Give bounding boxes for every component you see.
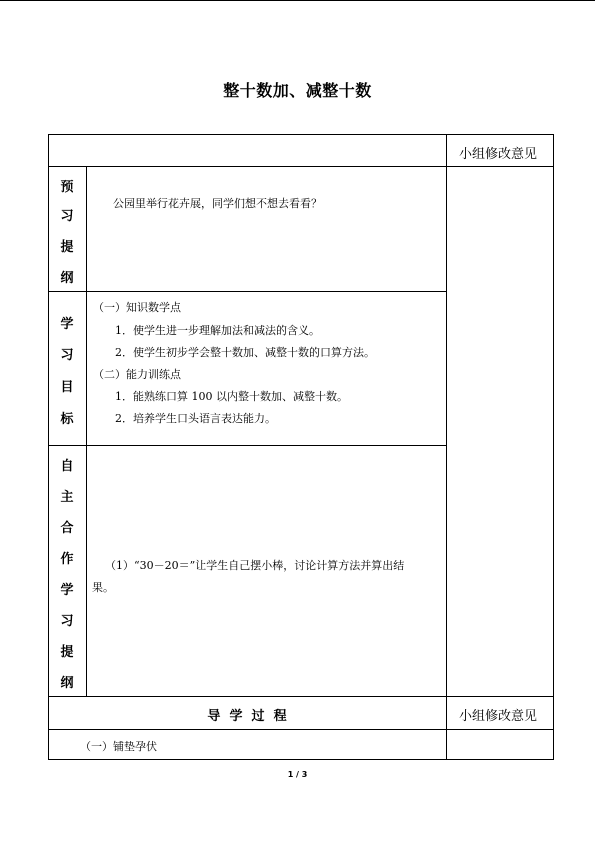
- row-divider: [48, 291, 446, 292]
- row-divider: [48, 729, 554, 730]
- review-column-header: 小组修改意见: [459, 709, 538, 724]
- label-char: 纲: [60, 676, 74, 691]
- objective-line: 1．能熟练口算 100 以内整十数加、减整十数。: [115, 390, 348, 403]
- objective-line: （一）知识数学点: [93, 301, 181, 314]
- table-border-right: [553, 134, 554, 760]
- label-char: 提: [60, 645, 74, 660]
- page-number: 1 / 3: [287, 770, 308, 779]
- self-study-text: 果。: [92, 581, 114, 594]
- label-char: 自: [60, 459, 74, 474]
- row-divider: [48, 696, 554, 697]
- label-char: 主: [60, 490, 74, 505]
- top-rule: [0, 0, 595, 1]
- objective-line: 2．使学生初步学会整十数加、减整十数的口算方法。: [115, 346, 375, 359]
- label-char: 目: [60, 380, 74, 395]
- preview-text: 公园里举行花卉展，同学们想不想去看看？: [113, 197, 322, 210]
- label-char: 标: [60, 412, 74, 427]
- label-char: 学: [60, 317, 74, 332]
- label-char: 作: [60, 552, 74, 567]
- document-title: 整十数加、减整十数: [223, 81, 372, 100]
- table-border-left: [48, 134, 49, 760]
- review-column-divider: [446, 134, 447, 760]
- process-header: 导 学 过 程: [207, 709, 287, 724]
- objective-line: （二）能力训练点: [93, 368, 181, 381]
- label-char: 习: [60, 614, 74, 629]
- label-char: 纲: [60, 271, 74, 286]
- row-divider: [48, 445, 446, 446]
- label-char: 合: [60, 521, 74, 536]
- process-item: （一）铺垫孕伏: [80, 740, 157, 753]
- label-char: 学: [60, 583, 74, 598]
- objective-line: 2．培养学生口头语言表达能力。: [115, 412, 276, 425]
- label-char: 预: [60, 180, 74, 195]
- review-column-header: 小组修改意见: [459, 147, 538, 162]
- label-char: 习: [60, 209, 74, 224]
- label-char: 提: [60, 240, 74, 255]
- objective-line: 1．使学生进一步理解加法和减法的含义。: [115, 324, 320, 337]
- row-divider: [48, 166, 554, 167]
- self-study-text: （1）“30－20＝”让学生自己摆小棒，讨论计算方法并算出结: [105, 559, 405, 572]
- label-column-divider: [86, 166, 87, 696]
- table-border-bottom: [48, 759, 554, 760]
- label-char: 习: [60, 348, 74, 363]
- table-border-top: [48, 134, 554, 135]
